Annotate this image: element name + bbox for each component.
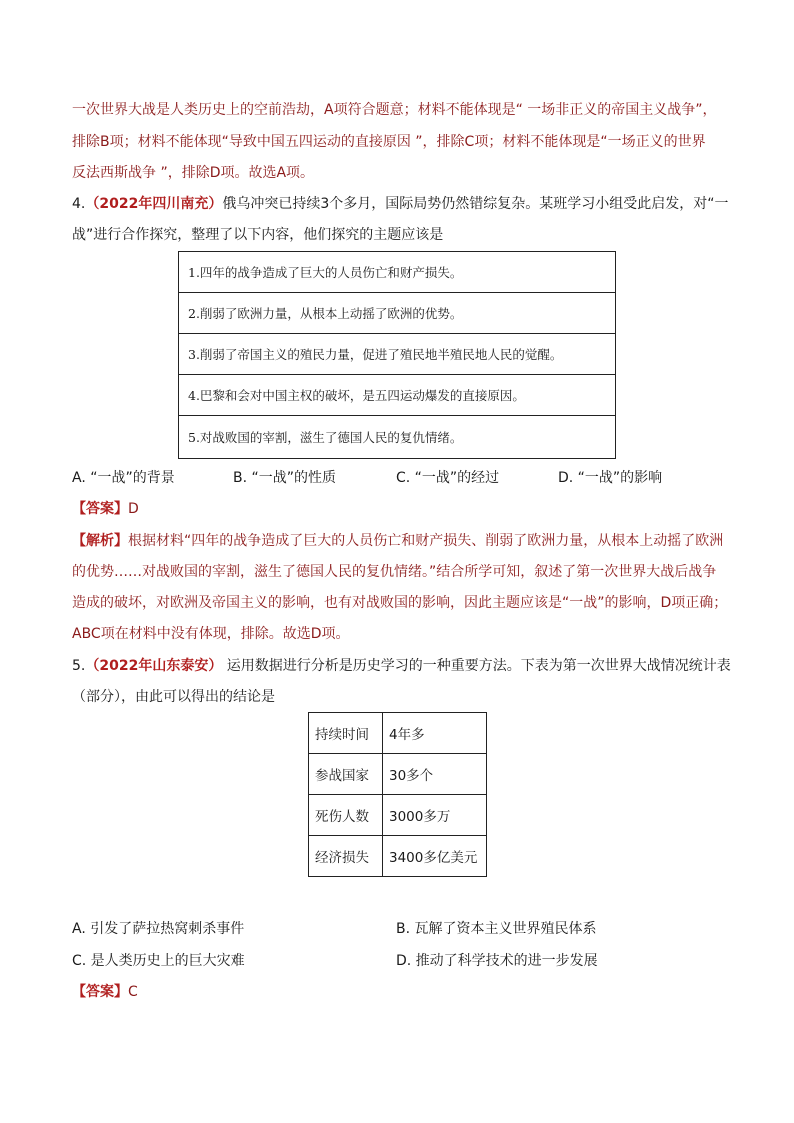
q5-option-d: D. 推动了科学技术的进一步发展 <box>396 953 598 969</box>
table-key-cell: 参战国家 <box>309 754 383 795</box>
table-row <box>309 795 487 836</box>
q4-stem-text-1: 俄乌冲突已持续3个多月，国际局势仍然错综复杂。某班学习小组受此启发，对“一 <box>222 196 729 212</box>
q4-analysis-tag: 【解析】 <box>72 533 128 549</box>
table-key-cell: 死伤人数 <box>309 795 383 836</box>
table-value-cell: 30多个 <box>383 754 487 795</box>
q5-option-b: B. 瓦解了资本主义世界殖民体系 <box>396 921 597 937</box>
table-row <box>309 713 487 754</box>
q4-table-row: 5.对战败国的宰割，滋生了德国人民的复仇情绪。 <box>188 430 463 445</box>
q5-option-a: A. 引发了萨拉热窝刺杀事件 <box>72 921 245 937</box>
q4-stem-line-1 <box>72 194 729 214</box>
q5-statistics-table <box>308 712 487 877</box>
table-value-cell: 3400多亿美元 <box>383 836 487 877</box>
q5-answer-tag: 【答案】 <box>72 984 128 1000</box>
table-row <box>309 754 487 795</box>
q4-analysis-line-4: ABC项在材料中没有体现，排除。故选D项。 <box>72 626 350 642</box>
q4-number: 4. <box>72 196 86 212</box>
q5-answer-value: C <box>128 984 138 1000</box>
q4-answer-tag: 【答案】 <box>72 501 128 517</box>
q5-answer <box>72 982 138 1002</box>
q4-answer <box>72 499 139 519</box>
intro-line-1: 一次世界大战是人类历史上的空前浩劫，A项符合题意；材料不能体现是“ 一场非正义的帝国主义战争”， <box>72 102 717 118</box>
q5-number: 5. <box>72 658 86 674</box>
q4-material-table <box>178 251 616 459</box>
q4-option-c: C. “一战”的经过 <box>396 470 500 486</box>
q4-option-a: A. “一战”的背景 <box>72 470 175 486</box>
q4-analysis-line-2: 的优势……对战败国的宰割，滋生了德国人民的复仇情绪。”结合所学可知，叙述了第一次世界大战后战争 <box>72 564 717 580</box>
table-key-cell: 经济损失 <box>309 836 383 877</box>
q4-table-row: 1.四年的战争造成了巨大的人员伤亡和财产损失。 <box>179 252 615 293</box>
q5-source: （2022年山东泰安） <box>85 658 223 674</box>
intro-line-2: 排除B项；材料不能体现“导致中国五四运动的直接原因 ”，排除C项；材料不能体现是“一场正义的世界 <box>72 134 706 150</box>
q5-option-c: C. 是人类历史上的巨大灾难 <box>72 953 245 969</box>
q4-analysis-text-1: 根据材料“四年的战争造成了巨大的人员伤亡和财产损失、削弱了欧洲力量，从根本上动摇了欧洲 <box>128 533 724 549</box>
q4-option-d: D. “一战”的影响 <box>558 470 663 486</box>
q4-option-b: B. “一战”的性质 <box>233 470 337 486</box>
q5-stem-text-1: 运用数据进行分析是历史学习的一种重要方法。下表为第一次世界大战情况统计表 <box>222 658 731 674</box>
q4-table-row: 2.削弱了欧洲力量，从根本上动摇了欧洲的优势。 <box>179 293 615 334</box>
table-value-cell: 4年多 <box>383 713 487 754</box>
q4-source: （2022年四川南充） <box>85 196 223 212</box>
q4-table-row: 4.巴黎和会对中国主权的破坏，是五四运动爆发的直接原因。 <box>179 375 615 416</box>
table-row <box>309 836 487 877</box>
q4-stem-line-2: 战”进行合作探究，整理了以下内容，他们探究的主题应该是 <box>72 227 444 243</box>
q5-stem-line-2: （部分），由此可以得出的结论是 <box>72 689 275 705</box>
intro-line-3: 反法西斯战争 ”，排除D项。故选A项。 <box>72 165 315 181</box>
table-key-cell: 持续时间 <box>309 713 383 754</box>
q4-analysis-line-3: 造成的破坏，对欧洲及帝国主义的影响，也有对战败国的影响，因此主题应该是“一战”的影响，D项正确； <box>72 595 728 611</box>
q5-stem-line-1 <box>72 656 731 676</box>
q4-analysis-line-1 <box>72 531 723 551</box>
q4-answer-value: D <box>128 501 139 517</box>
q4-table-row: 3.削弱了帝国主义的殖民力量，促进了殖民地半殖民地人民的觉醒。 <box>179 334 615 375</box>
table-value-cell: 3000多万 <box>383 795 487 836</box>
